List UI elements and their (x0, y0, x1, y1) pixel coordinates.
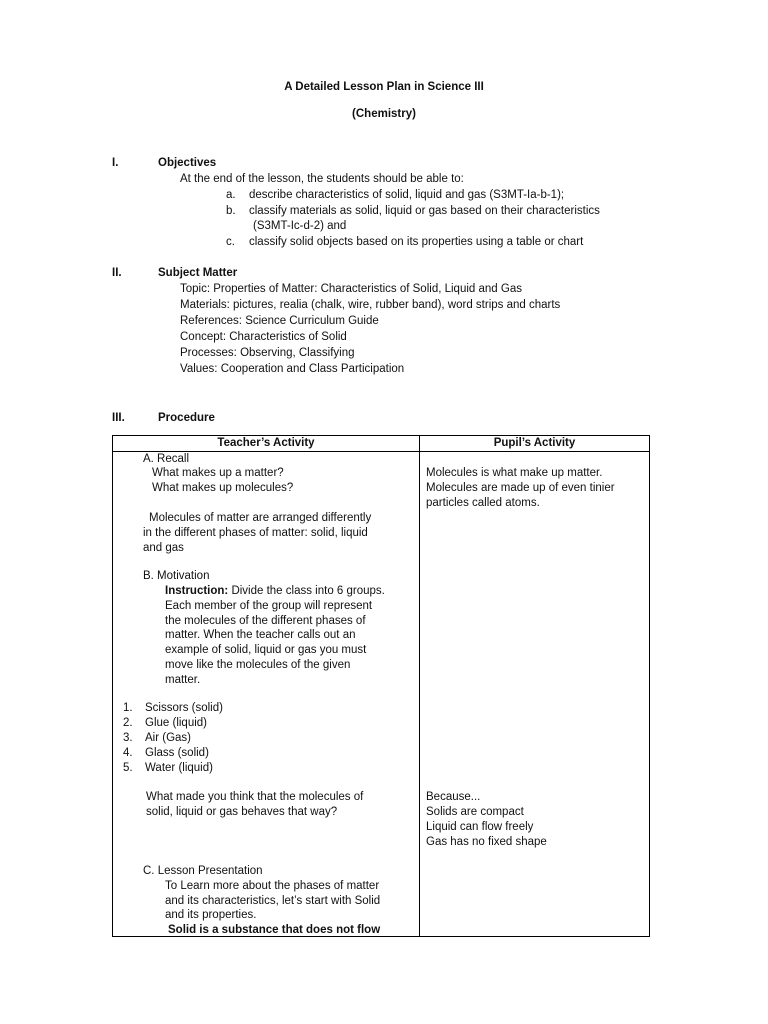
document-title: A Detailed Lesson Plan in Science III (284, 81, 484, 93)
pupil-answer-line: Molecules are made up of even tinier (426, 482, 615, 494)
recall-paragraph-line: and gas (143, 542, 184, 554)
motivation-label: B. Motivation (143, 570, 210, 582)
subject-matter-line: References: Science Curriculum Guide (180, 315, 379, 327)
recall-question: What makes up a matter? (152, 467, 284, 479)
instruction-line (165, 584, 385, 599)
objective-letter: a. (226, 189, 236, 201)
pupil-because-line: Solids are compact (426, 806, 524, 818)
teacher-question-line: What made you think that the molecules of (146, 791, 364, 803)
example-item: Glue (liquid) (145, 717, 207, 729)
section-heading-subject-matter: Subject Matter (158, 267, 238, 279)
recall-paragraph-line: Molecules of matter are arranged differently (149, 512, 372, 524)
instruction-line: example of solid, liquid or gas you must (165, 644, 367, 656)
objective-letter: c. (226, 236, 235, 248)
column-header-pupil: Pupil’s Activity (493, 437, 576, 449)
column-header-teacher: Teacher’s Activity (217, 437, 315, 449)
section-numeral-objectives: I. (112, 157, 119, 169)
procedure-table (112, 435, 650, 937)
example-item: Scissors (solid) (145, 702, 223, 714)
subject-matter-line: Processes: Observing, Classifying (180, 347, 355, 359)
instruction-line: matter. When the teacher calls out an (165, 629, 356, 641)
section-heading-procedure: Procedure (158, 412, 215, 424)
example-number: 3. (123, 732, 133, 744)
instruction-line: matter. (165, 674, 201, 686)
subject-matter-line: Values: Cooperation and Class Participation (180, 363, 405, 375)
recall-question: What makes up molecules? (152, 482, 294, 494)
objective-item: describe characteristics of solid, liquid and gas (S3MT-Ia-b-1); (249, 189, 565, 201)
objective-item: classify solid objects based on its properties using a table or chart (249, 236, 584, 248)
objective-letter: b. (226, 205, 236, 217)
presentation-line: To Learn more about the phases of matter (165, 880, 380, 892)
subject-matter-line: Concept: Characteristics of Solid (180, 331, 347, 343)
instruction-line: Each member of the group will represent (165, 600, 373, 612)
example-number: 1. (123, 702, 133, 714)
solid-definition: Solid is a substance that does not flow (168, 924, 381, 936)
instruction-label: Instruction: (165, 585, 229, 597)
example-item: Glass (solid) (145, 747, 209, 759)
instruction-line: the molecules of the different phases of (165, 615, 366, 627)
pupil-because-line: Liquid can flow freely (426, 821, 534, 833)
presentation-line: and its properties. (165, 909, 257, 921)
example-number: 2. (123, 717, 133, 729)
header-divider (113, 451, 649, 452)
recall-label: A. Recall (143, 453, 190, 465)
pupil-answer-line: Molecules is what make up matter. (426, 467, 603, 479)
objective-item: classify materials as solid, liquid or gas based on their characteristics (249, 205, 600, 217)
column-divider (419, 436, 420, 936)
document-subtitle: (Chemistry) (352, 108, 416, 120)
instruction-text: Divide the class into 6 groups. (228, 585, 385, 597)
subject-matter-line: Materials: pictures, realia (chalk, wire, rubber band), word strips and charts (180, 299, 561, 311)
objectives-intro: At the end of the lesson, the students should be able to: (180, 173, 464, 185)
instruction-line: move like the molecules of the given (165, 659, 351, 671)
example-number: 4. (123, 747, 133, 759)
pupil-because-line: Because... (426, 791, 481, 803)
pupil-because-line: Gas has no fixed shape (426, 836, 547, 848)
objective-item-continued: (S3MT-Ic-d-2) and (253, 220, 347, 232)
example-item: Air (Gas) (145, 732, 191, 744)
presentation-label: C. Lesson Presentation (143, 865, 263, 877)
teacher-question-line: solid, liquid or gas behaves that way? (146, 806, 338, 818)
section-numeral-procedure: III. (112, 412, 125, 424)
example-item: Water (liquid) (145, 762, 213, 774)
pupil-answer-line: particles called atoms. (426, 497, 540, 509)
example-number: 5. (123, 762, 133, 774)
presentation-line: and its characteristics, let’s start with Solid (165, 895, 381, 907)
section-numeral-subject-matter: II. (112, 267, 122, 279)
section-heading-objectives: Objectives (158, 157, 217, 169)
recall-paragraph-line: in the different phases of matter: solid, liquid (143, 527, 368, 539)
subject-matter-line: Topic: Properties of Matter: Characteristics of Solid, Liquid and Gas (180, 283, 522, 295)
